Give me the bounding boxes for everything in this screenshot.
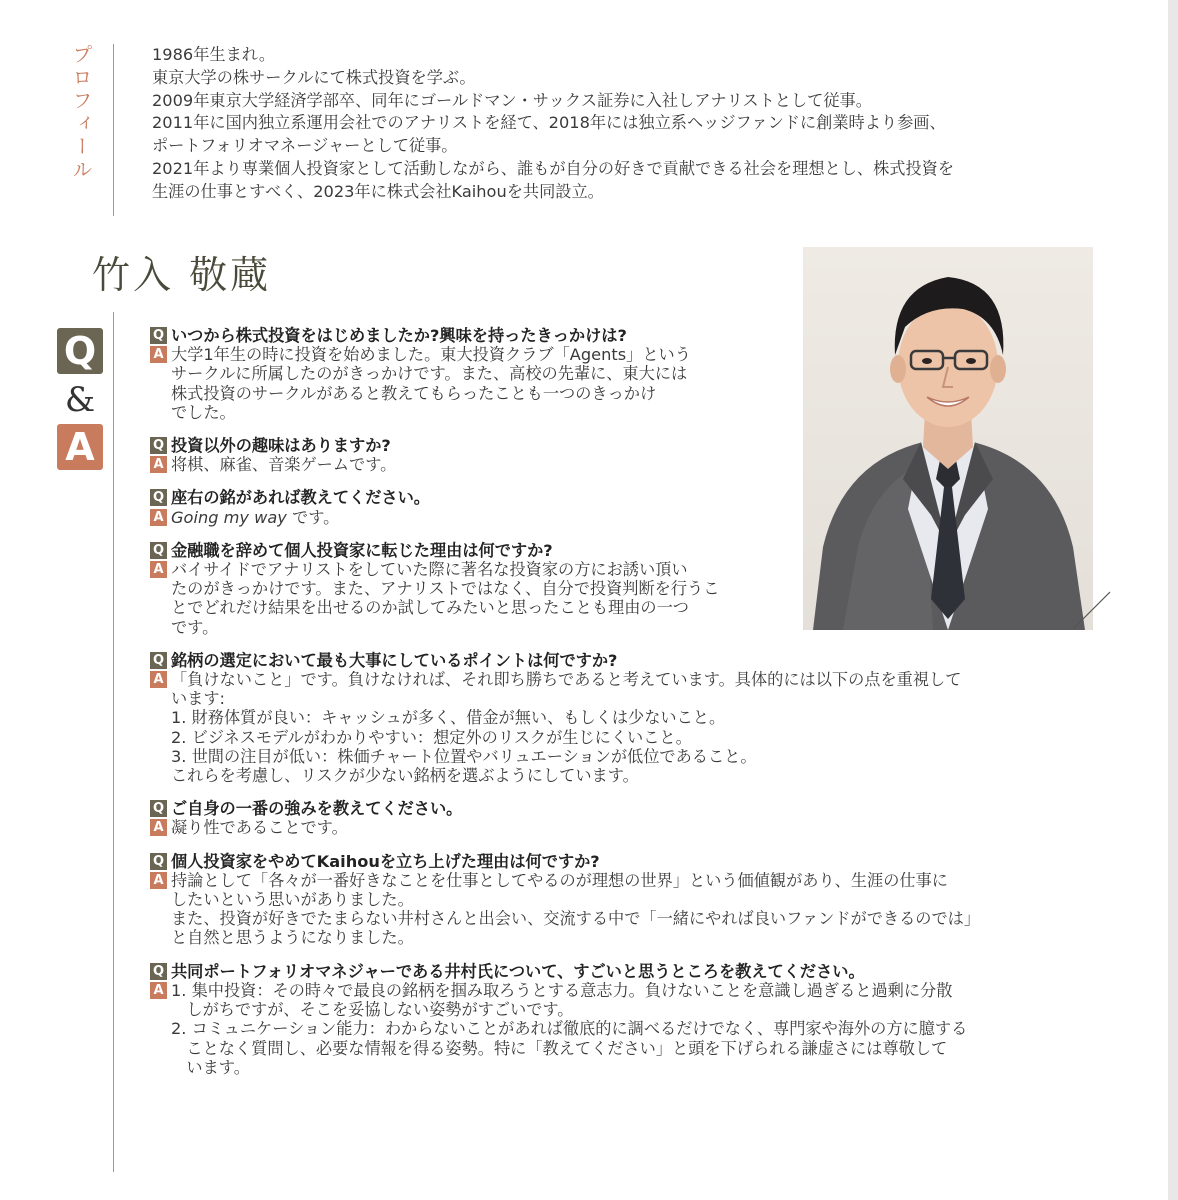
qa-item xyxy=(150,326,1100,422)
qa-item xyxy=(150,651,1100,785)
answer-line: です。 xyxy=(171,617,219,637)
answer-marker: A xyxy=(150,346,167,363)
answer-line: 株式投資のサークルがあると教えてもらったことも一つのきっかけ xyxy=(171,383,657,403)
answer-line: 持論として「各々が一番好きなことを仕事としてやるのが理想の世界」という価値観があり、生涯の仕事に xyxy=(171,870,948,890)
answer-marker: A xyxy=(150,456,167,473)
answer-text: 将棋、麻雀、音楽ゲームです。 xyxy=(171,455,397,475)
answer-line: 3. 世間の注目が低い：株価チャート位置やバリュエーションが低位であること。 xyxy=(171,746,757,766)
question-marker: Q xyxy=(150,853,167,870)
question-marker: Q xyxy=(150,489,167,506)
answer xyxy=(150,345,1100,422)
answer-line: また、投資が好きでたまらない井村さんと出会い、交流する中で「一緒にやれば良いファンドができるのでは」 xyxy=(171,909,981,929)
question-text: 座右の銘があれば教えてください。 xyxy=(171,488,430,508)
profile-line: 2009年東京大学経済学部卒、同年にゴールドマン・サックス証券に入社しアナリストとして従事。 xyxy=(152,90,872,110)
page-edge xyxy=(1168,0,1178,1200)
profile-line: 1986年生まれ。 xyxy=(152,45,276,64)
answer-line: 「負けないこと」です。負けなければ、それ即ち勝ちであると考えています。具体的には以下の点を重視して xyxy=(171,670,962,690)
question-text: いつから株式投資をはじめましたか?興味を持ったきっかけは? xyxy=(171,326,627,345)
qa-badge-q: Q xyxy=(57,328,103,374)
answer-text xyxy=(171,560,771,637)
profile-line: ポートフォリオマネージャーとして従事。 xyxy=(152,136,458,156)
qa-item xyxy=(150,799,1100,837)
question-text: 個人投資家をやめてKaihouを立ち上げた理由は何ですか? xyxy=(171,851,600,871)
question xyxy=(150,488,1100,507)
answer xyxy=(150,871,1100,948)
answer-line: ことなく質問し、必要な情報を得る姿勢。特に「教えてください」と頭を下げられる謙虚さには尊敬して xyxy=(171,1038,948,1058)
qa-section xyxy=(150,326,1100,1091)
answer-line: 1. 財務体質が良い：キャッシュが多く、借金が無い、もしくは少ないこと。 xyxy=(171,708,726,728)
answer-text: 凝り性であることです。 xyxy=(171,818,348,838)
qa-item xyxy=(150,488,1100,526)
qa-badge-a: A xyxy=(57,424,103,470)
question-marker: Q xyxy=(150,327,167,344)
answer xyxy=(150,508,1100,527)
answer-text xyxy=(171,345,771,422)
answer-line: サークルに所属したのがきっかけです。また、高校の先輩に、東大には xyxy=(171,364,688,384)
answer-marker: A xyxy=(150,671,167,688)
answer-marker: A xyxy=(150,982,167,999)
motto: Going my way xyxy=(171,507,287,527)
question xyxy=(150,799,1100,818)
qa-item xyxy=(150,962,1100,1077)
answer xyxy=(150,670,1100,785)
qa-item xyxy=(150,436,1100,474)
profile-line: 2011年に国内独立系運用会社でのアナリストを経て、2018年には独立系ヘッジファンドに創業時より参画、 xyxy=(152,113,946,133)
answer-line: しがちですが、そこを妥協しない姿勢がすごいです。 xyxy=(171,1000,574,1020)
answer-line: とでどれだけ結果を出せるのか試してみたいと思ったことも理由の一つ xyxy=(171,598,689,618)
answer-line: 2. コミュニケーション能力：わからないことがあれば徹底的に調べるだけでなく、専門家や海外の方に臆する xyxy=(171,1019,968,1039)
answer xyxy=(150,455,1100,474)
motto-suffix: です。 xyxy=(286,507,340,527)
answer xyxy=(150,560,1100,637)
question-marker: Q xyxy=(150,542,167,559)
question xyxy=(150,852,1100,871)
answer-text xyxy=(171,508,1100,527)
profile-line: 生涯の仕事とすべく、2023年に株式会社Kaihouを共同設立。 xyxy=(152,181,604,201)
question-marker: Q xyxy=(150,963,167,980)
answer-line: います。 xyxy=(171,1057,250,1077)
profile-heading: プロフィール xyxy=(69,44,93,182)
answer-text xyxy=(171,871,1100,948)
question-marker: Q xyxy=(150,800,167,817)
answer-line: これらを考慮し、リスクが少ない銘柄を選ぶようにしています。 xyxy=(171,766,639,786)
answer-marker: A xyxy=(150,509,167,526)
profile-line: 東京大学の株サークルにて株式投資を学ぶ。 xyxy=(152,67,476,87)
answer-marker: A xyxy=(150,819,167,836)
question xyxy=(150,436,1100,455)
answer-line: でした。 xyxy=(171,402,236,422)
answer-line: 大学1年生の時に投資を始めました。東大投資クラブ「Agents」という xyxy=(171,345,691,365)
question xyxy=(150,541,1100,560)
question xyxy=(150,326,1100,345)
qa-item xyxy=(150,541,1100,637)
qa-badge-ampersand: & xyxy=(64,380,96,420)
answer-marker: A xyxy=(150,872,167,889)
profile-divider xyxy=(113,44,114,216)
answer-text xyxy=(171,981,1100,1077)
question-text: 金融職を辞めて個人投資家に転じた理由は何ですか? xyxy=(171,540,553,560)
answer-marker: A xyxy=(150,561,167,578)
answer-line: したいという思いがありました。 xyxy=(171,890,414,910)
question xyxy=(150,651,1100,670)
answer-line: 2. ビジネスモデルがわかりやすい：想定外のリスクが生じにくいこと。 xyxy=(171,727,692,747)
person-name: 竹入 敬蔵 xyxy=(92,253,272,297)
question-marker: Q xyxy=(150,652,167,669)
answer-line: たのがきっかけです。また、アナリストではなく、自分で投資判断を行うこ xyxy=(171,579,720,599)
answer-line: バイサイドでアナリストをしていた際に著名な投資家の方にお誘い頂い xyxy=(171,560,688,580)
answer-line: と自然と思うようになりました。 xyxy=(171,928,414,948)
question-text: ご自身の一番の強みを教えてください。 xyxy=(171,799,463,819)
answer xyxy=(150,981,1100,1077)
question-text: 共同ポートフォリオマネジャーである井村氏について、すごいと思うところを教えてください。 xyxy=(171,961,865,981)
profile-text xyxy=(152,44,1112,204)
question-text: 銘柄の選定において最も大事にしているポイントは何ですか? xyxy=(171,650,618,670)
answer xyxy=(150,818,1100,837)
question-marker: Q xyxy=(150,437,167,454)
answer-line: 1. 集中投資：その時々で最良の銘柄を掴み取ろうとする意志力。負けないことを意識し過ぎると過剰に分散 xyxy=(171,980,953,1000)
qa-divider xyxy=(113,312,114,1172)
question xyxy=(150,962,1100,981)
profile-line: 2021年より専業個人投資家として活動しながら、誰もが自分の好きで貢献できる社会を理想とし、株式投資を xyxy=(152,158,955,178)
answer-line: います: xyxy=(171,689,226,709)
question-text: 投資以外の趣味はありますか? xyxy=(171,436,391,456)
qa-item xyxy=(150,852,1100,948)
answer-text xyxy=(171,670,1100,785)
